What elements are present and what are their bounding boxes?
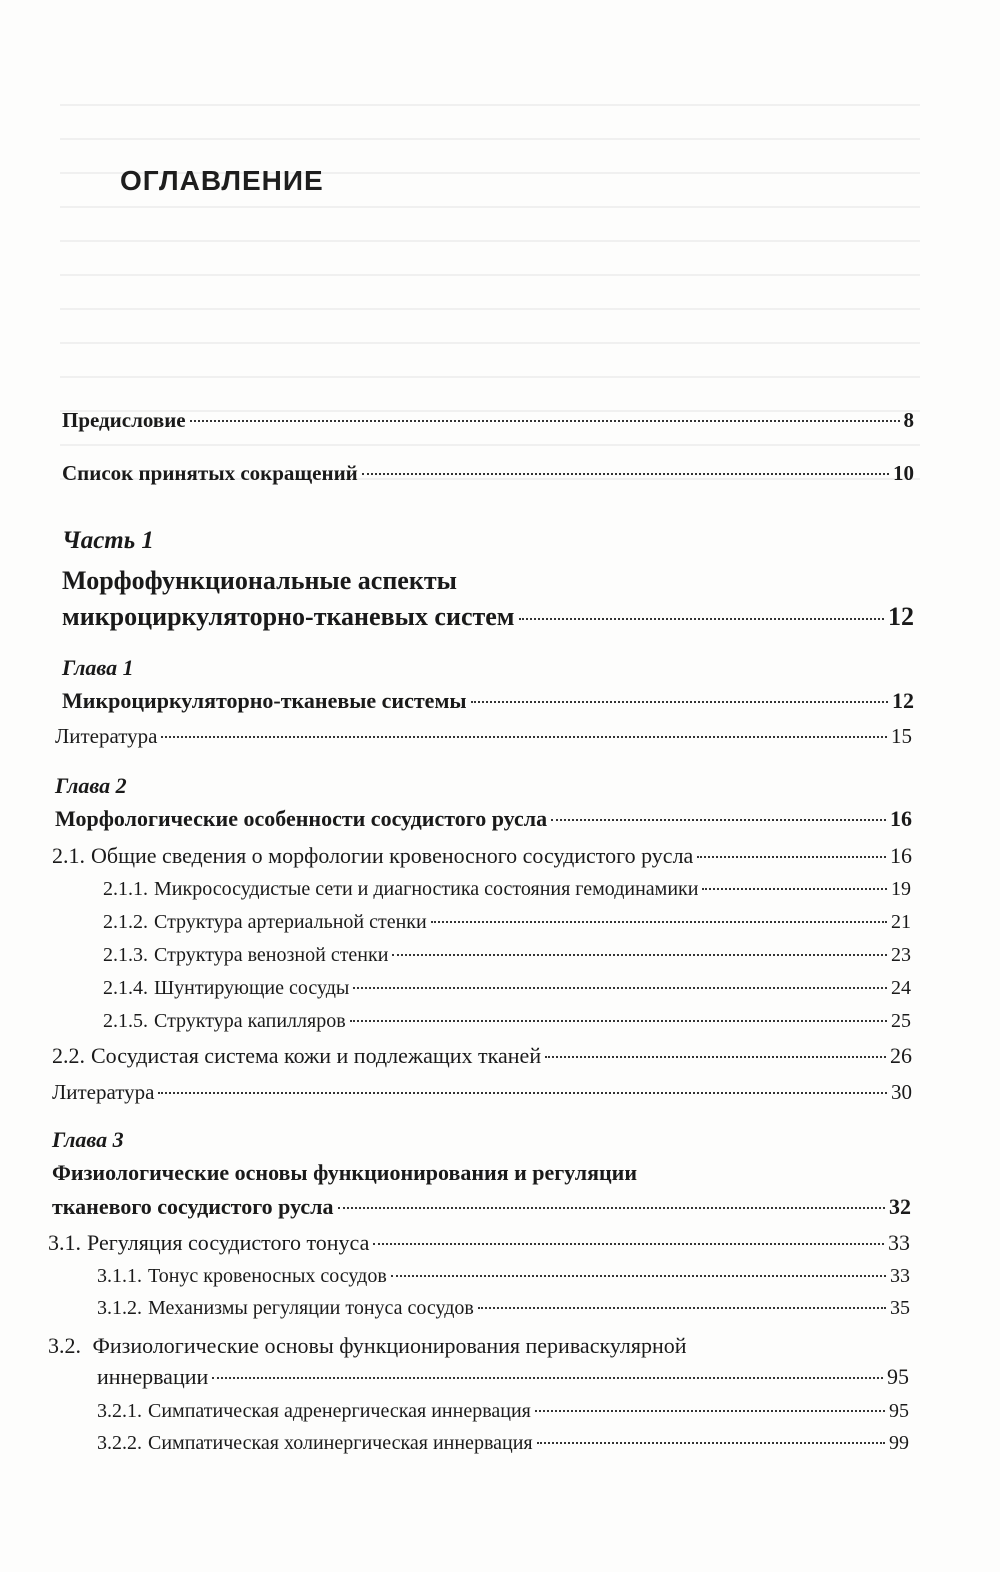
- dot-leader: [431, 921, 887, 923]
- entry-page: 33: [888, 1230, 910, 1255]
- dot-leader: [212, 1377, 883, 1379]
- dot-leader: [537, 1442, 885, 1444]
- entry-label: Литература: [52, 1080, 155, 1104]
- entry-number: 3.2.1.: [97, 1400, 142, 1422]
- entry-page: 10: [893, 461, 914, 485]
- entry-page: 24: [891, 977, 911, 999]
- entry-number: 3.1.1.: [97, 1265, 142, 1287]
- entry-label: Механизмы регуляции тонуса сосудов: [148, 1297, 474, 1319]
- toc-entry-ch2-literature[interactable]: [52, 1080, 912, 1105]
- entry-label: микроциркуляторно-тканевых систем: [62, 602, 515, 631]
- dot-leader: [350, 1020, 887, 1022]
- entry-label: тканевого сосудистого русла: [52, 1194, 334, 1219]
- entry-label: Физиологические основы функционирования периваскулярной: [92, 1333, 687, 1358]
- dot-leader: [478, 1307, 886, 1309]
- entry-number: 3.2.: [48, 1333, 81, 1358]
- toc-entry-3-1-1[interactable]: [97, 1265, 910, 1288]
- entry-label: Симпатическая холинергическая иннервация: [148, 1432, 533, 1454]
- entry-label: иннервации: [97, 1364, 209, 1389]
- entry-page: 16: [890, 806, 912, 831]
- entry-page: 12: [888, 602, 914, 631]
- entry-page: 8: [903, 408, 914, 432]
- toc-entry-2-1-3[interactable]: [103, 944, 911, 967]
- entry-number: 3.1.: [48, 1230, 81, 1255]
- dot-leader: [545, 1056, 886, 1058]
- dot-leader: [353, 987, 887, 989]
- toc-entry-part1[interactable]: [62, 602, 914, 632]
- entry-page: 25: [891, 1010, 911, 1032]
- toc-entry-3-2-line1: [48, 1333, 687, 1359]
- entry-label: Литература: [55, 724, 158, 748]
- dot-leader: [338, 1207, 885, 1209]
- entry-page: 95: [887, 1364, 909, 1389]
- entry-page: 12: [892, 688, 914, 713]
- toc-entry-2-1[interactable]: [52, 843, 912, 869]
- toc-entry-preface[interactable]: [62, 408, 914, 433]
- entry-label: Микроциркуляторно-тканевые системы: [62, 688, 467, 713]
- dot-leader: [702, 888, 887, 890]
- toc-entry-3-2-2[interactable]: [97, 1432, 909, 1455]
- entry-page: 95: [889, 1400, 909, 1422]
- dot-leader: [392, 954, 887, 956]
- toc-entry-3-2-1[interactable]: [97, 1400, 909, 1423]
- entry-page: 33: [890, 1265, 910, 1287]
- toc-entry-3-1[interactable]: [48, 1230, 910, 1256]
- entry-number: 2.1.: [52, 843, 85, 868]
- entry-label: Структура артериальной стенки: [154, 911, 427, 933]
- dot-leader: [391, 1275, 886, 1277]
- dot-leader: [519, 618, 885, 620]
- entry-label: Сосудистая система кожи и подлежащих тканей: [91, 1043, 542, 1068]
- chapter-label: Глава 3: [52, 1127, 124, 1152]
- entry-number: 2.2.: [52, 1043, 85, 1068]
- entry-label: Общие сведения о морфологии кровеносного сосудистого русла: [91, 843, 694, 868]
- entry-page: 35: [890, 1297, 910, 1319]
- part-label: Часть 1: [62, 527, 154, 554]
- entry-number: 3.2.2.: [97, 1432, 142, 1454]
- toc-entry-abbreviations[interactable]: [62, 461, 914, 486]
- dot-leader: [535, 1410, 885, 1412]
- entry-page: 19: [891, 878, 911, 900]
- toc-entry-2-1-1[interactable]: [103, 878, 911, 901]
- dot-leader: [190, 420, 900, 422]
- chapter-label: Глава 1: [62, 655, 134, 680]
- entry-label: Предисловие: [62, 408, 186, 432]
- entry-number: 3.1.2.: [97, 1297, 142, 1319]
- chapter-label: Глава 2: [55, 773, 127, 798]
- toc-entry-3-2[interactable]: [97, 1364, 909, 1390]
- toc-entry-chapter3[interactable]: [52, 1194, 911, 1220]
- entry-label: Симпатическая адренергическая иннервация: [148, 1400, 531, 1422]
- entry-label: Структура венозной стенки: [154, 944, 389, 966]
- entry-number: 2.1.1.: [103, 878, 148, 900]
- entry-label: Регуляция сосудистого тонуса: [87, 1230, 370, 1255]
- part-title-line1: Морфофункциональные аспекты: [62, 566, 457, 595]
- toc-entry-2-1-5[interactable]: [103, 1010, 911, 1033]
- dot-leader: [373, 1243, 884, 1245]
- toc-entry-2-2[interactable]: [52, 1043, 912, 1069]
- entry-number: 2.1.4.: [103, 977, 148, 999]
- entry-label: Шунтирующие сосуды: [154, 977, 350, 999]
- entry-number: 2.1.2.: [103, 911, 148, 933]
- toc-entry-3-1-2[interactable]: [97, 1297, 910, 1320]
- entry-label: Микрососудистые сети и диагностика состояния гемодинамики: [154, 878, 699, 900]
- chapter-title-line1: Физиологические основы функционирования и регуляции: [52, 1160, 638, 1185]
- toc-entry-2-1-2[interactable]: [103, 911, 911, 934]
- dot-leader: [158, 1092, 887, 1094]
- entry-page: 21: [891, 911, 911, 933]
- dot-leader: [551, 819, 886, 821]
- entry-page: 23: [891, 944, 911, 966]
- entry-page: 30: [891, 1080, 912, 1104]
- entry-page: 32: [889, 1194, 911, 1219]
- entry-page: 26: [890, 1043, 912, 1068]
- dot-leader: [471, 701, 888, 703]
- toc-entry-2-1-4[interactable]: [103, 977, 911, 1000]
- entry-number: 2.1.3.: [103, 944, 148, 966]
- entry-label: Морфологические особенности сосудистого русла: [55, 806, 548, 831]
- entry-label: Тонус кровеносных сосудов: [148, 1265, 387, 1287]
- dot-leader: [161, 736, 887, 738]
- entry-label: Список принятых сокращений: [62, 461, 358, 485]
- page-title: ОГЛАВЛЕНИЕ: [120, 165, 324, 196]
- toc-entry-ch1-literature[interactable]: [55, 724, 912, 749]
- entry-number: 2.1.5.: [103, 1010, 148, 1032]
- entry-label: Структура капилляров: [154, 1010, 346, 1032]
- entry-page: 16: [890, 843, 912, 868]
- toc-entry-chapter2[interactable]: [55, 806, 912, 832]
- entry-page: 15: [891, 724, 912, 748]
- entry-page: 99: [889, 1432, 909, 1454]
- toc-entry-chapter1[interactable]: [62, 688, 914, 714]
- dot-leader: [362, 473, 889, 475]
- dot-leader: [697, 856, 886, 858]
